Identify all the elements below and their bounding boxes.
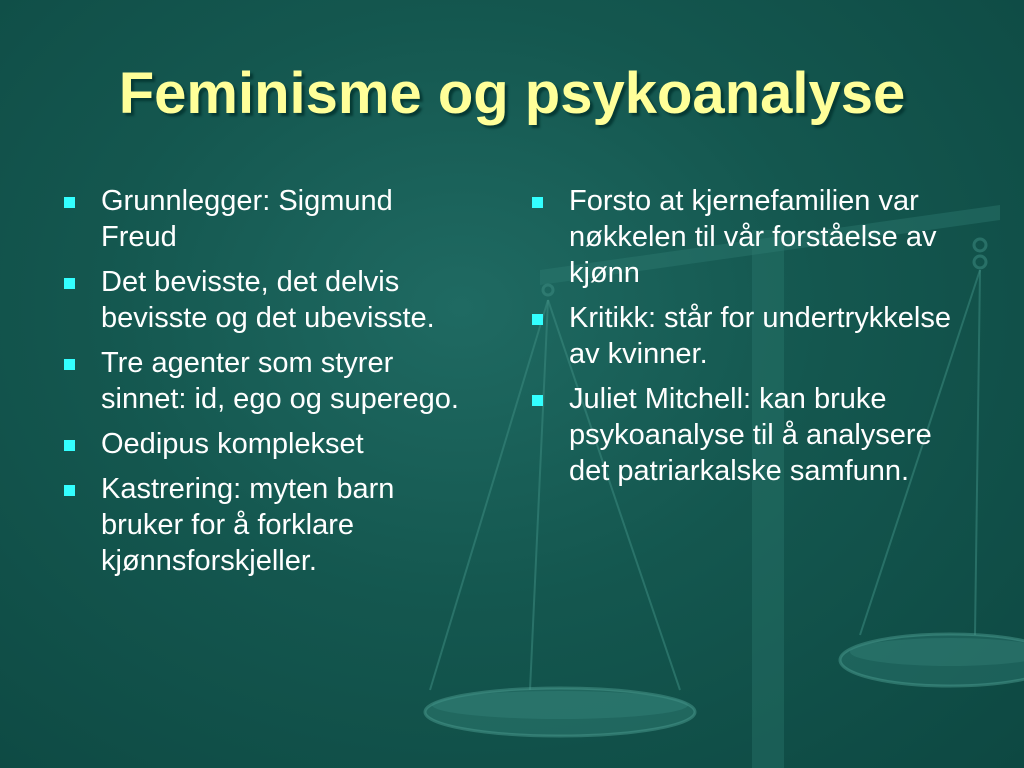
square-bullet-icon bbox=[64, 440, 75, 451]
list-item bbox=[62, 183, 472, 255]
list-item bbox=[530, 183, 960, 291]
list-item bbox=[62, 264, 472, 336]
square-bullet-icon bbox=[532, 395, 543, 406]
list-item bbox=[530, 300, 960, 372]
list-item-text: Forsto at kjernefamilien var nøkkelen til vår forståelse av kjønn bbox=[569, 185, 937, 289]
square-bullet-icon bbox=[64, 485, 75, 496]
list-item bbox=[62, 426, 472, 462]
slide-title: Feminisme og psykoanalyse bbox=[118, 61, 906, 126]
square-bullet-icon bbox=[64, 359, 75, 370]
list-item-text: Grunnlegger: Sigmund Freud bbox=[101, 185, 393, 253]
list-item-text: Kastrering: myten barn bruker for å forklare kjønnsforskjeller. bbox=[101, 473, 395, 577]
right-bullet-list bbox=[530, 183, 960, 498]
list-item-text: Oedipus komplekset bbox=[101, 428, 364, 460]
square-bullet-icon bbox=[64, 278, 75, 289]
list-item bbox=[62, 345, 472, 417]
list-item-text: Tre agenter som styrer sinnet: id, ego og superego. bbox=[101, 347, 459, 415]
square-bullet-icon bbox=[64, 197, 75, 208]
list-item bbox=[530, 381, 960, 489]
list-item-text: Juliet Mitchell: kan bruke psykoanalyse til å analysere det patriarkalske samfunn. bbox=[569, 383, 932, 487]
list-item-text: Kritikk: står for undertrykkelse av kvinner. bbox=[569, 302, 951, 370]
square-bullet-icon bbox=[532, 197, 543, 208]
list-item-text: Det bevisste, det delvis bevisste og det ubevisste. bbox=[101, 266, 435, 334]
list-item bbox=[62, 471, 472, 579]
left-bullet-list bbox=[62, 183, 472, 588]
square-bullet-icon bbox=[532, 314, 543, 325]
